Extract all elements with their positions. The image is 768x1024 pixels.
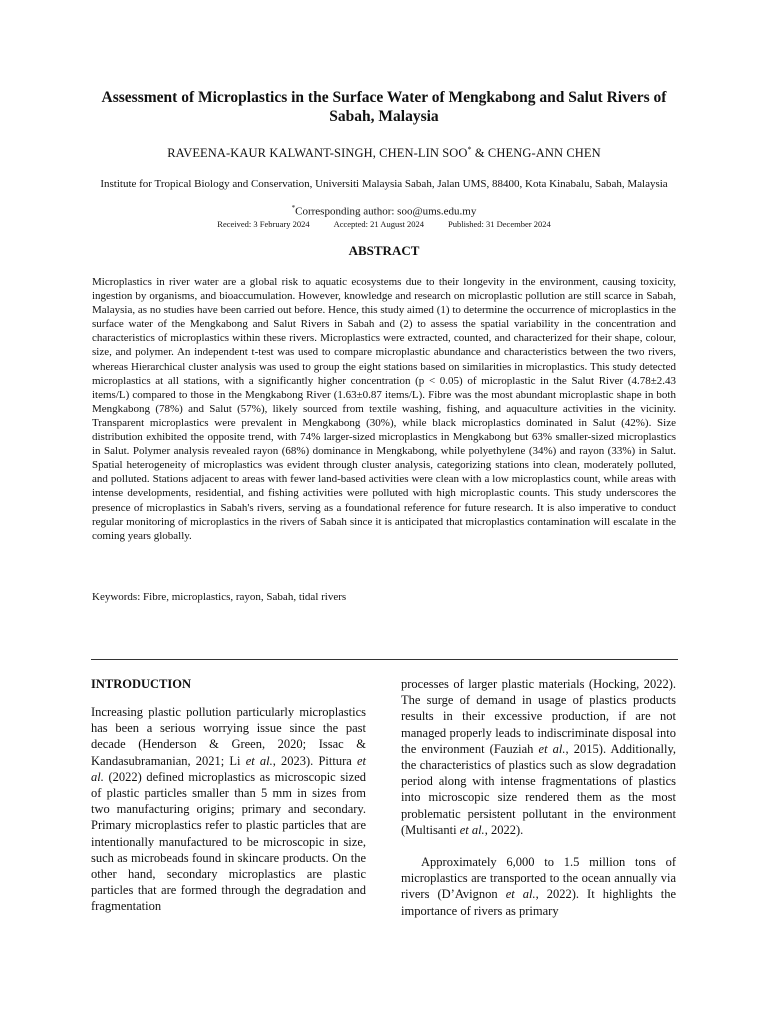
article-dates: [88, 219, 680, 229]
italic-span: et al.: [505, 887, 536, 902]
right-column: [401, 676, 676, 919]
corresponding-author: [88, 204, 680, 218]
corresponding-author-mark: *: [467, 145, 472, 154]
keywords: Keywords: Fibre, microplastics, rayon, Sabah, tidal rivers: [92, 591, 347, 603]
text-span: Approximately 6,000 to 1.5 million tons of microplastics are transported to the ocean annually via rivers (D’Avignon: [401, 855, 676, 902]
text-span: , 2015). Additionally, the characteristics of plastics such as slow degradation period along with intense fragmentations of plastics into microscopic size rendered them as the most problematic persistent pollutant in the environment (Multisanti: [401, 741, 677, 837]
affiliation: Institute for Tropical Biology and Conservation, Universiti Malaysia Sabah, Jalan UMS, 88400, Kota Kinabalu, Sabah, Malaysia: [100, 178, 668, 190]
intro-paragraph-2: [401, 854, 676, 919]
italic-span: et al.: [91, 753, 366, 784]
text-span: , 2023). Pittura: [272, 753, 357, 768]
authors-part-1: RAVEENA-KAUR KALWANT-SINGH, CHEN-LIN SOO: [167, 146, 468, 161]
paper-title: Assessment of Microplastics in the Surface Water of Mengkabong and Salut Rivers of Sabah, Malaysia: [101, 89, 667, 125]
italic-span: et al.: [538, 741, 566, 756]
accepted-date: Accepted: 21 August 2024: [333, 219, 424, 229]
left-column: [91, 676, 366, 915]
text-span: , 2022). It highlights the importance of rivers as primary: [401, 887, 677, 918]
text-span: processes of larger plastic materials (Hocking, 2022). The surge of demand in usage of plastics products results in their excessive production, if are not managed properly leads to indiscriminate disposal into the environment (Fauziah: [401, 677, 676, 756]
intro-paragraph-1-continued: [401, 676, 676, 838]
published-date: Published: 31 December 2024: [448, 219, 551, 229]
italic-span: et al.: [245, 753, 273, 768]
abstract-heading: ABSTRACT: [348, 243, 420, 258]
received-date: Received: 3 February 2024: [217, 219, 310, 229]
text-span: (2022) defined microplastics as microscopic sized of plastic particles smaller than 5 mm in sizes from two manufacturing origins; primary and secondary. Primary microplastics refer to plastic particles that are intentionally manufactured to be microscopic in size, such as microbeads found in skincare products. On the other hand, secondary microplastics are plastic particles that are formed through the degradation and fragmentation: [91, 769, 366, 914]
corresponding-author-email: Corresponding author: soo@ums.edu.my: [295, 205, 477, 218]
introduction-heading: INTRODUCTION: [91, 677, 192, 691]
section-divider: [91, 659, 678, 660]
author-list: [60, 145, 708, 161]
corresponding-mark: *: [291, 204, 296, 212]
abstract-text: Microplastics in river water are a global risk to aquatic ecosystems due to their longevity in the environment, causing toxicity, ingestion by organisms, and bioaccumulation. However, knowledge and research on microplastic pollution are still scarce in Sabah, Malaysia, as no studies have been carried out before. Hence, this study aimed (1) to determine the occurrence of microplastics in the surface water of the Mengkabong and Salut Rivers in Sabah and (2) to assess the spatial variability in the concentration and characteristics of microplastics within these rivers. Microplastics were extracted, counted, and characterized for their shape, colour, size, and polymer. An independent t-test was used to compare microplastic abundance and characteristics between the two rivers, whereas Hierarchical cluster analysis was used to group the eight stations based on similarities in microplastics. This study detected microplastics at all stations, with a significantly higher concentration (p < 0.05) of microplastic in the Salut River (4.78±2.43 items/L) compared to those in the Mengkabong River (1.63±0.87 items/L). Fibre was the most abundant microplastic shape in both Mengkabong (78%) and Salut (57%), likely sourced from textile washing, fishing, and aquaculture activities in the vicinity. Transparent microplastics were prevalent in Mengkabong (30%), while black microplastics dominated in Salut (42%). Size distribution exhibited the opposite trend, with 74% larger-sized microplastics in Mengkabong but 63% smaller-sized microplastics in Salut. Polymer analysis revealed rayon (68%) dominance in Mengkabong, while polyethylene (34%) and rayon (33%) in Salut. Spatial heterogeneity of microplastics was evident through cluster analysis, categorizing stations into clean, moderately polluted, and polluted. Stations adjacent to areas with fewer land-based activities were clean with a low microplastics count, while areas with intense developments, residential, and fishing activities were polluted with high microplastic counts. This study underscores the presence of microplastics in Sabah's rivers, serving as a foundational reference for future research. It is also imperative to conduct regular monitoring of microplastics in the rivers of Sabah since it is anticipated that microplastics contamination will escalate in the coming years globally.: [92, 276, 676, 542]
authors-part-2: & CHENG-ANN CHEN: [471, 146, 601, 161]
italic-span: et al.: [459, 822, 485, 837]
intro-paragraph-1: [91, 704, 366, 915]
text-span: Increasing plastic pollution particularly microplastics has been a serious worrying issue since the past decade (Henderson & Green, 2020; Issac & Kandasubramanian, 2021; Li: [91, 705, 366, 768]
text-span: , 2022).: [484, 822, 524, 837]
